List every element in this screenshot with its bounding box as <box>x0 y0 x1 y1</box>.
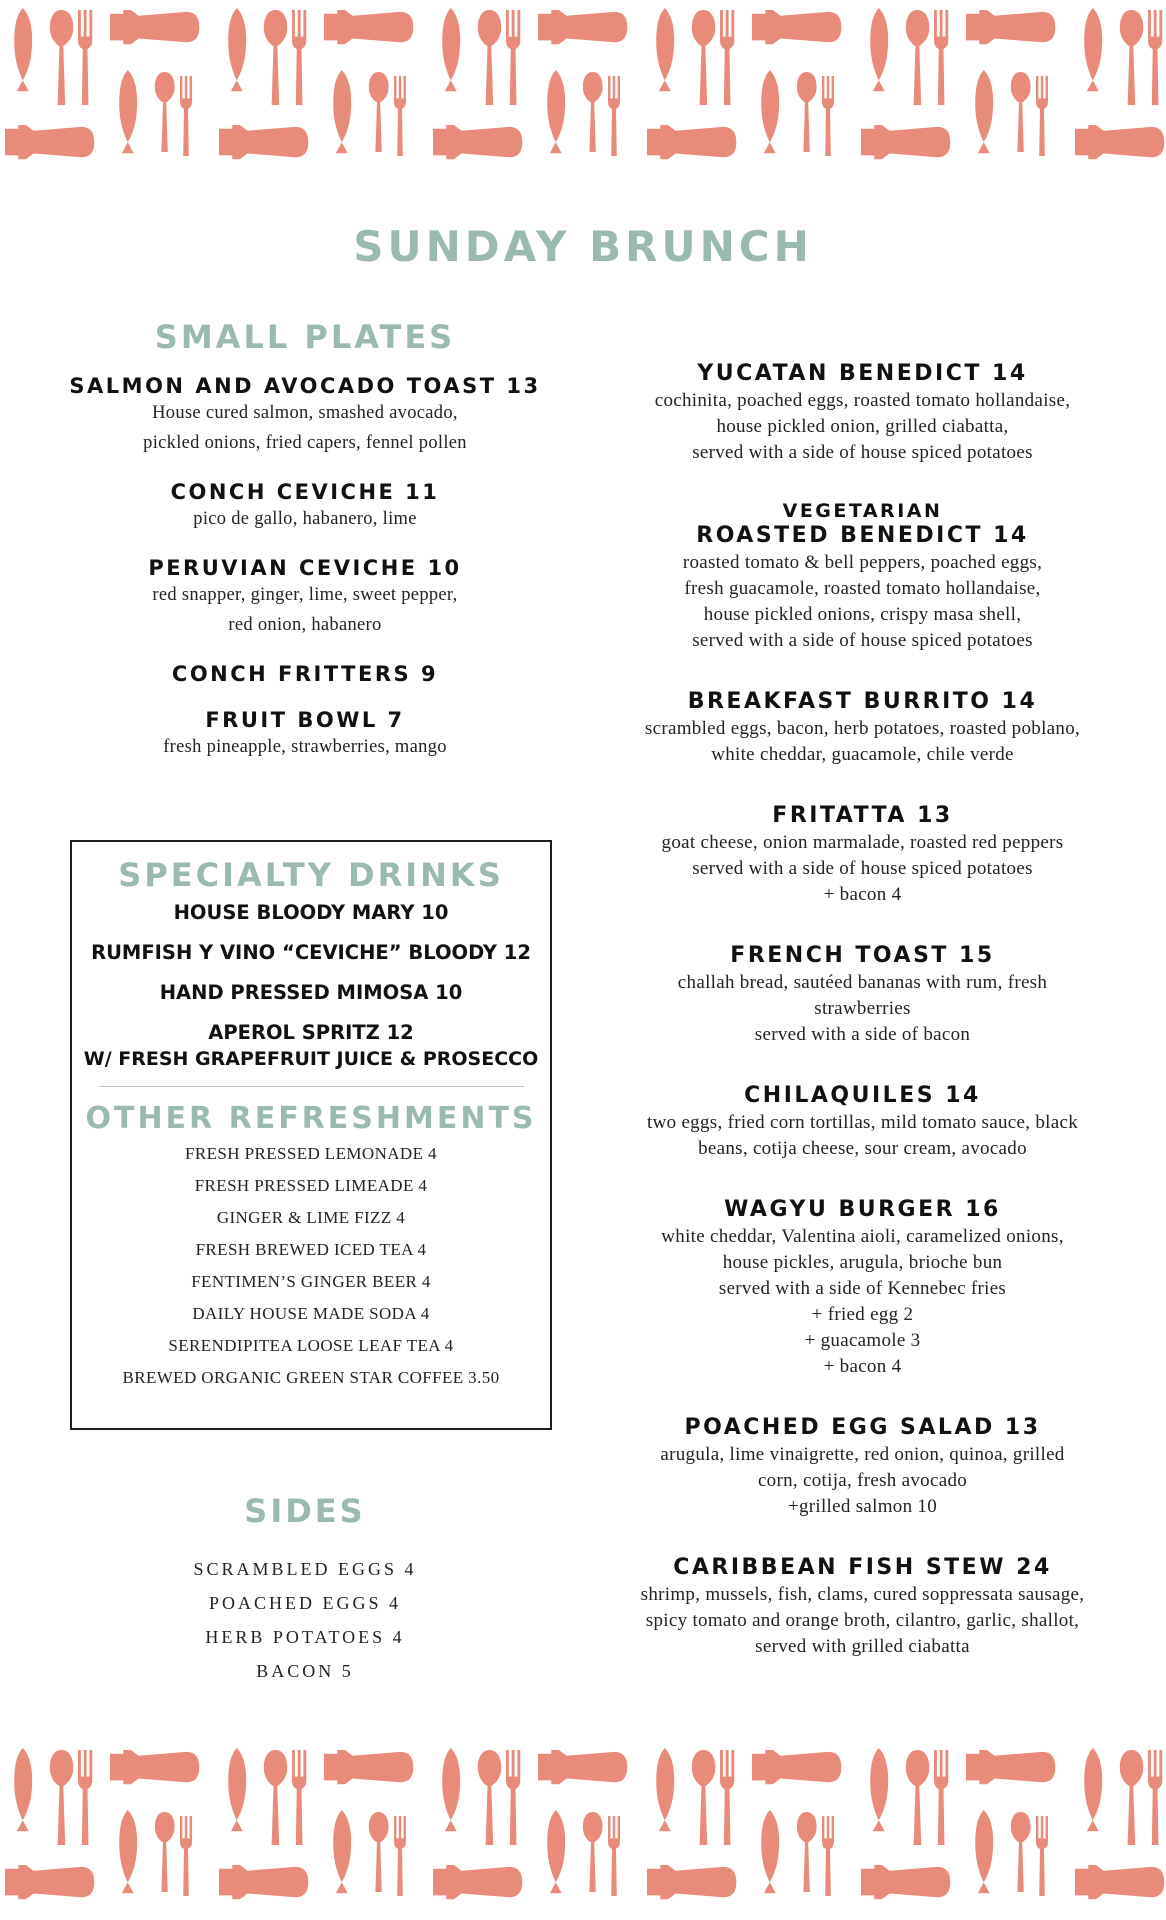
main-item-description: house pickles, arugula, brioche bun <box>722 1252 1003 1273</box>
decorative-pattern-bottom <box>0 1740 1166 1910</box>
fork-icon <box>608 1816 620 1896</box>
fork-icon <box>394 76 406 156</box>
specialty-drink-item <box>72 900 550 926</box>
spoon-icon <box>1120 1750 1143 1845</box>
fork-icon <box>506 10 520 105</box>
specialty-drink-item <box>72 1020 550 1072</box>
fish-icon <box>442 1748 460 1831</box>
refreshment-item: GINGER & LIME FIZZ 4 <box>216 1208 406 1227</box>
main-item-description: served with a side of Kennebec fries <box>718 1278 1007 1299</box>
refreshment-item: BREWED ORGANIC GREEN STAR COFFEE 3.50 <box>122 1368 500 1387</box>
fish-icon <box>119 1810 137 1893</box>
bottle-icon <box>219 125 308 159</box>
fork-icon <box>822 1816 834 1896</box>
small-plate-name: CONCH FRITTERS 9 <box>171 662 439 686</box>
small-plate-item <box>40 708 570 762</box>
other-refreshments-heading: OTHER REFRESHMENTS <box>85 1101 537 1136</box>
bottle-icon <box>1075 1865 1164 1899</box>
main-item-name: FRITATTA 13 <box>772 803 953 828</box>
main-item-description: served with a side of house spiced potatoes <box>692 630 1033 651</box>
fork-icon <box>934 1750 948 1845</box>
fish-icon <box>1084 8 1102 91</box>
main-item-description: strawberries <box>814 998 911 1019</box>
main-item-name: WAGYU BURGER 16 <box>724 1197 1001 1222</box>
main-item-description: fresh guacamole, roasted tomato hollandaise, <box>684 578 1041 599</box>
spoon-icon <box>906 1750 929 1845</box>
spoon-icon <box>155 1812 175 1892</box>
spoon-icon <box>692 1750 715 1845</box>
spoon-icon <box>797 72 817 152</box>
spoon-icon <box>1011 1812 1031 1892</box>
main-item-description: arugula, lime vinaigrette, red onion, quinoa, grilled <box>660 1444 1065 1465</box>
fish-icon <box>761 70 779 153</box>
small-plate-description: red onion, habanero <box>228 615 382 635</box>
spoon-icon <box>369 1812 389 1892</box>
main-item-description: spicy tomato and orange broth, cilantro, garlic, shallot, <box>645 1610 1080 1631</box>
small-plate-name: CONCH CEVICHE 11 <box>170 480 440 504</box>
side-item: BACON 5 <box>256 1661 354 1681</box>
spoon-icon <box>264 10 287 105</box>
fork-icon <box>292 1750 306 1845</box>
fish-icon <box>761 1810 779 1893</box>
bottle-icon <box>647 1865 736 1899</box>
decorative-pattern-top <box>0 0 1166 170</box>
main-item-description: challah bread, sautéed bananas with rum, fresh <box>677 972 1048 993</box>
main-item-description: beans, cotija cheese, sour cream, avocado <box>698 1138 1027 1159</box>
main-item-description: house pickled onion, grilled ciabatta, <box>716 416 1009 437</box>
bottle-icon <box>538 1750 627 1784</box>
main-item-description: +grilled salmon 10 <box>787 1496 938 1517</box>
small-plates-heading: SMALL PLATES <box>154 318 456 356</box>
small-plate-name: FRUIT BOWL 7 <box>205 708 405 732</box>
pattern-svg <box>0 1740 1166 1910</box>
refreshment-item: FRESH PRESSED LIMEADE 4 <box>194 1176 428 1195</box>
bottle-icon <box>324 1750 413 1784</box>
fork-icon <box>1036 1816 1048 1896</box>
spoon-icon <box>692 10 715 105</box>
main-item-description: two eggs, fried corn tortillas, mild tomato sauce, black <box>647 1112 1078 1133</box>
refreshment-item: FRESH BREWED ICED TEA 4 <box>195 1240 427 1259</box>
spoon-icon <box>1120 10 1143 105</box>
fork-icon <box>180 76 192 156</box>
fish-icon <box>119 70 137 153</box>
main-item-name: POACHED EGG SALAD 13 <box>684 1415 1041 1440</box>
bottle-icon <box>219 1865 308 1899</box>
main-item-description: served with a side of house spiced potatoes <box>692 858 1033 879</box>
main-item-description: served with grilled ciabatta <box>755 1636 970 1657</box>
pattern-svg <box>0 0 1166 170</box>
main-item-description: + bacon 4 <box>823 884 902 905</box>
main-item-name: FRENCH TOAST 15 <box>730 943 995 968</box>
fork-icon <box>608 76 620 156</box>
fish-icon <box>14 1748 32 1831</box>
bottle-icon <box>110 1750 199 1784</box>
small-plate-item <box>40 556 570 640</box>
fish-icon <box>1084 1748 1102 1831</box>
fish-icon <box>975 70 993 153</box>
refreshment-item: FENTIMEN’S GINGER BEER 4 <box>191 1272 431 1291</box>
main-item <box>590 1554 1135 1660</box>
fish-icon <box>547 1810 565 1893</box>
spoon-icon <box>906 10 929 105</box>
spoon-icon <box>478 10 501 105</box>
drink-name: HAND PRESSED MIMOSA 10 <box>159 981 463 1004</box>
fork-icon <box>1148 1750 1162 1845</box>
fork-icon <box>1036 76 1048 156</box>
small-plate-description: red snapper, ginger, lime, sweet pepper, <box>152 585 458 605</box>
refreshment-item: FRESH PRESSED LEMONADE 4 <box>185 1144 437 1163</box>
small-plates-list <box>40 374 570 762</box>
small-plate-name: SALMON AND AVOCADO TOAST 13 <box>69 374 541 398</box>
other-refreshments-list <box>72 1138 550 1394</box>
small-plate-item <box>40 480 570 534</box>
main-item-description: scrambled eggs, bacon, herb potatoes, roasted poblano, <box>644 718 1081 739</box>
bottle-icon <box>966 10 1055 44</box>
fork-icon <box>934 10 948 105</box>
main-item-description: goat cheese, onion marmalade, roasted red peppers <box>661 832 1064 853</box>
main-item <box>590 1414 1135 1520</box>
fish-icon <box>228 1748 246 1831</box>
sides-section <box>40 1492 570 1688</box>
main-item <box>590 1082 1135 1162</box>
fish-icon <box>228 8 246 91</box>
bottle-icon <box>433 1865 522 1899</box>
fork-icon <box>78 1750 92 1845</box>
bottle-icon <box>861 1865 950 1899</box>
fish-icon <box>656 1748 674 1831</box>
main-item <box>590 1196 1135 1380</box>
bottle-icon <box>861 125 950 159</box>
main-item-description: white cheddar, guacamole, chile verde <box>711 744 1014 765</box>
side-item: HERB POTATOES 4 <box>205 1627 405 1647</box>
drinks-divider <box>99 1086 524 1087</box>
main-item-prefix: VEGETARIAN <box>782 500 943 522</box>
bottle-icon <box>966 1750 1055 1784</box>
main-item-description: roasted tomato & bell peppers, poached eggs, <box>682 552 1043 573</box>
sides-list <box>40 1552 570 1688</box>
main-item-description: cochinita, poached eggs, roasted tomato hollandaise, <box>654 390 1071 411</box>
spoon-icon <box>583 72 603 152</box>
spoon-icon <box>797 1812 817 1892</box>
main-item <box>590 500 1135 654</box>
small-plate-description: fresh pineapple, strawberries, mango <box>163 737 447 757</box>
small-plate-item <box>40 374 570 458</box>
main-item-description: + bacon 4 <box>823 1356 902 1377</box>
main-item-description: shrimp, mussels, fish, clams, cured soppressata sausage, <box>640 1584 1085 1605</box>
spoon-icon <box>155 72 175 152</box>
menu-title: SUNDAY BRUNCH <box>353 222 813 271</box>
main-item <box>590 942 1135 1048</box>
specialty-drink-item <box>72 940 550 966</box>
spoon-icon <box>1011 72 1031 152</box>
main-item <box>590 688 1135 768</box>
main-item-description: white cheddar, Valentina aioli, caramelized onions, <box>661 1226 1064 1247</box>
bottle-icon <box>5 125 94 159</box>
fork-icon <box>720 1750 734 1845</box>
main-item-name: BREAKFAST BURRITO 14 <box>687 689 1038 714</box>
spoon-icon <box>50 1750 73 1845</box>
bottle-icon <box>752 1750 841 1784</box>
spoon-icon <box>50 10 73 105</box>
fork-icon <box>292 10 306 105</box>
refreshment-item: SERENDIPITEA LOOSE LEAF TEA 4 <box>168 1336 454 1355</box>
drink-name: HOUSE BLOODY MARY 10 <box>173 901 449 924</box>
bottle-icon <box>1075 125 1164 159</box>
main-item-description: served with a side of bacon <box>754 1024 971 1045</box>
spoon-icon <box>264 1750 287 1845</box>
fork-icon <box>1148 10 1162 105</box>
mains-section <box>590 360 1135 1694</box>
main-item <box>590 360 1135 466</box>
refreshment-item: DAILY HOUSE MADE SODA 4 <box>192 1304 430 1323</box>
fish-icon <box>975 1810 993 1893</box>
main-item <box>590 802 1135 908</box>
bottle-icon <box>647 125 736 159</box>
bottle-icon <box>752 10 841 44</box>
small-plate-item <box>40 662 570 686</box>
spoon-icon <box>369 72 389 152</box>
fish-icon <box>870 1748 888 1831</box>
main-item-name: ROASTED BENEDICT 14 <box>696 523 1029 548</box>
drink-name: APEROL SPRITZ 12 <box>208 1021 414 1044</box>
fork-icon <box>78 10 92 105</box>
main-item-description: + fried egg 2 <box>811 1304 914 1325</box>
side-item: SCRAMBLED EGGS 4 <box>193 1559 417 1579</box>
fish-icon <box>333 1810 351 1893</box>
fish-icon <box>547 70 565 153</box>
bottle-icon <box>5 1865 94 1899</box>
fork-icon <box>394 1816 406 1896</box>
fish-icon <box>656 8 674 91</box>
drink-subtext: W/ FRESH GRAPEFRUIT JUICE & PROSECCO <box>83 1048 539 1070</box>
main-item-description: corn, cotija, fresh avocado <box>757 1470 968 1491</box>
bottle-icon <box>433 125 522 159</box>
main-item-name: YUCATAN BENEDICT 14 <box>697 361 1028 386</box>
bottle-icon <box>538 10 627 44</box>
bottle-icon <box>110 10 199 44</box>
small-plates-section <box>40 318 570 784</box>
specialty-drinks-list <box>72 900 550 1072</box>
drink-name: RUMFISH Y VINO “CEVICHE” BLOODY 12 <box>91 941 531 964</box>
fork-icon <box>506 1750 520 1845</box>
small-plate-description: pico de gallo, habanero, lime <box>193 509 417 529</box>
fish-icon <box>14 8 32 91</box>
spoon-icon <box>478 1750 501 1845</box>
main-item-description: + guacamole 3 <box>804 1330 921 1351</box>
sides-heading: SIDES <box>244 1492 366 1530</box>
main-item-name: CHILAQUILES 14 <box>744 1083 981 1108</box>
drinks-box <box>70 840 552 1430</box>
small-plate-description: House cured salmon, smashed avocado, <box>152 403 458 423</box>
fork-icon <box>180 1816 192 1896</box>
side-item: POACHED EGGS 4 <box>208 1593 401 1613</box>
main-item-description: served with a side of house spiced potatoes <box>692 442 1033 463</box>
fish-icon <box>870 8 888 91</box>
small-plate-description: pickled onions, fried capers, fennel pollen <box>143 433 467 453</box>
small-plate-name: PERUVIAN CEVICHE 10 <box>148 556 462 580</box>
fish-icon <box>442 8 460 91</box>
fork-icon <box>822 76 834 156</box>
specialty-drinks-heading: SPECIALTY DRINKS <box>118 856 504 894</box>
specialty-drink-item <box>72 980 550 1006</box>
spoon-icon <box>583 1812 603 1892</box>
main-item-name: CARIBBEAN FISH STEW 24 <box>673 1555 1052 1580</box>
fish-icon <box>333 70 351 153</box>
main-item-description: house pickled onions, crispy masa shell, <box>703 604 1022 625</box>
bottle-icon <box>324 10 413 44</box>
fork-icon <box>720 10 734 105</box>
